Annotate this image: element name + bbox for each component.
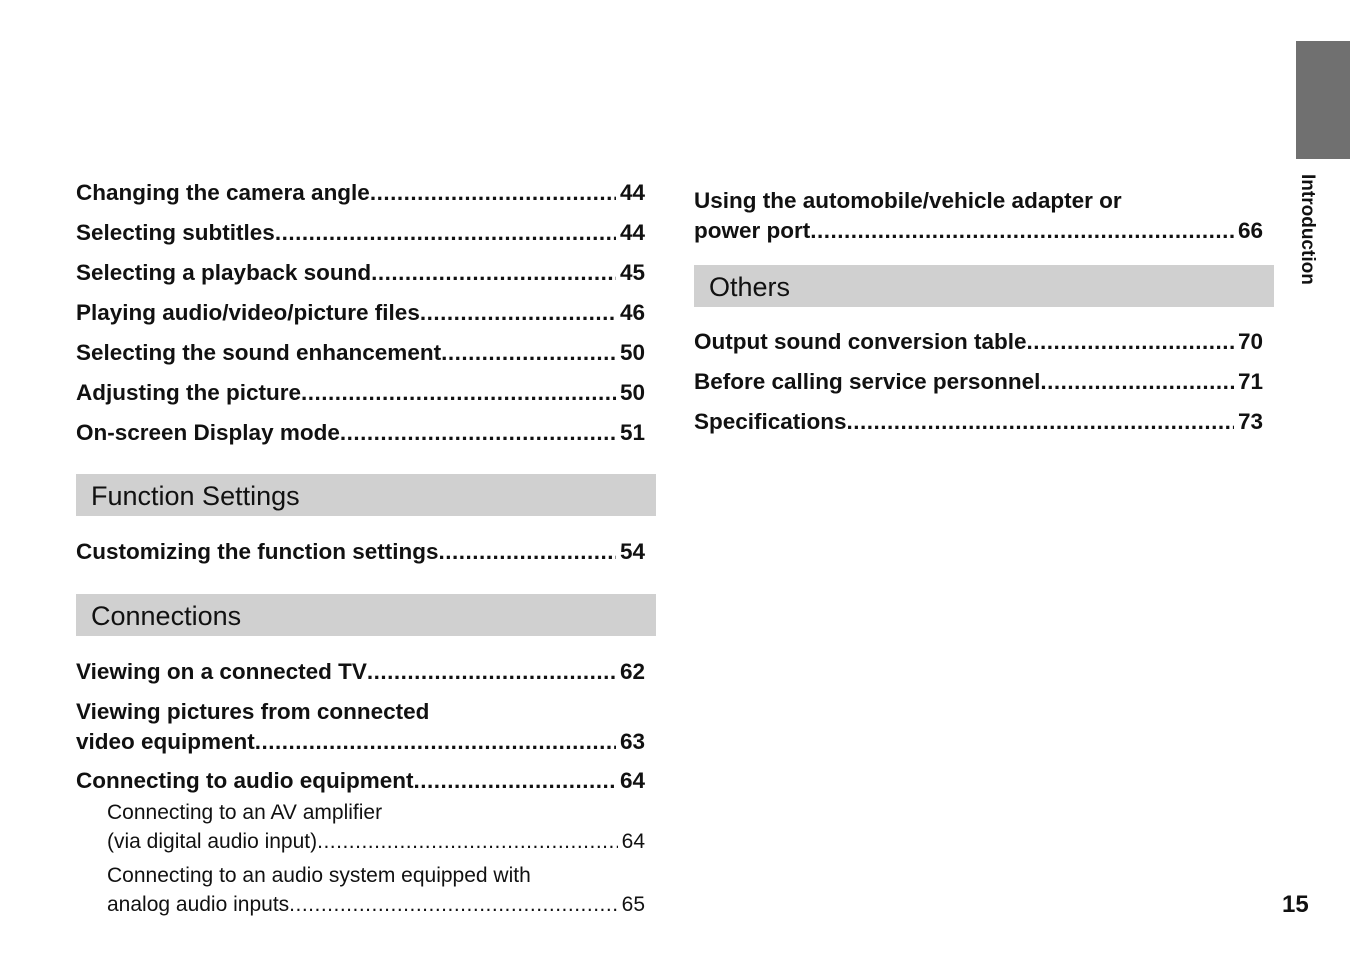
toc-entry-camera-angle[interactable]: Changing the camera angle ..... 44 bbox=[76, 178, 656, 208]
toc-entry-osd-mode[interactable]: On-screen Display mode ..... 51 bbox=[76, 418, 656, 448]
toc-right-column bbox=[694, 186, 1274, 437]
toc-entry-media-files[interactable]: Playing audio/video/picture files ..... 46 bbox=[76, 298, 656, 328]
section-heading-others: Others bbox=[694, 265, 1274, 307]
toc-subentry-av-amplifier[interactable]: Connecting to an AV amplifier (via digital audio input) ..... 64 bbox=[76, 798, 656, 856]
toc-entry-vehicle-adapter[interactable]: Using the automobile/vehicle adapter or power port ..... 66 bbox=[694, 186, 1274, 246]
page-number: 15 bbox=[1282, 891, 1309, 918]
toc-entry-video-equipment[interactable]: Viewing pictures from connected video equipment ..... 63 bbox=[76, 697, 656, 757]
toc-entry-customize-function[interactable]: Customizing the function settings ..... 54 bbox=[76, 537, 656, 567]
chapter-tab bbox=[1296, 41, 1350, 159]
chapter-label: Introduction bbox=[1297, 174, 1318, 285]
toc-entry-sound-enhancement[interactable]: Selecting the sound enhancement ..... 50 bbox=[76, 338, 656, 368]
section-heading-connections: Connections bbox=[76, 594, 656, 636]
toc-entry-service-personnel[interactable]: Before calling service personnel ..... 71 bbox=[694, 367, 1274, 397]
toc-entry-audio-equipment[interactable]: Connecting to audio equipment ..... 64 bbox=[76, 766, 656, 796]
toc-entry-specifications[interactable]: Specifications ..... 73 bbox=[694, 407, 1274, 437]
toc-entry-subtitles[interactable]: Selecting subtitles ..... 44 bbox=[76, 218, 656, 248]
toc-subentry-analog-audio[interactable]: Connecting to an audio system equipped with analog audio inputs ..... 65 bbox=[76, 861, 656, 919]
toc-entry-connected-tv[interactable]: Viewing on a connected TV ..... 62 bbox=[76, 657, 656, 687]
toc-entry-playback-sound[interactable]: Selecting a playback sound ..... 45 bbox=[76, 258, 656, 288]
section-heading-function-settings: Function Settings bbox=[76, 474, 656, 516]
toc-entry-output-sound-table[interactable]: Output sound conversion table ..... 70 bbox=[694, 327, 1274, 357]
toc-entry-adjust-picture[interactable]: Adjusting the picture ..... 50 bbox=[76, 378, 656, 408]
toc-left-column bbox=[76, 178, 656, 919]
